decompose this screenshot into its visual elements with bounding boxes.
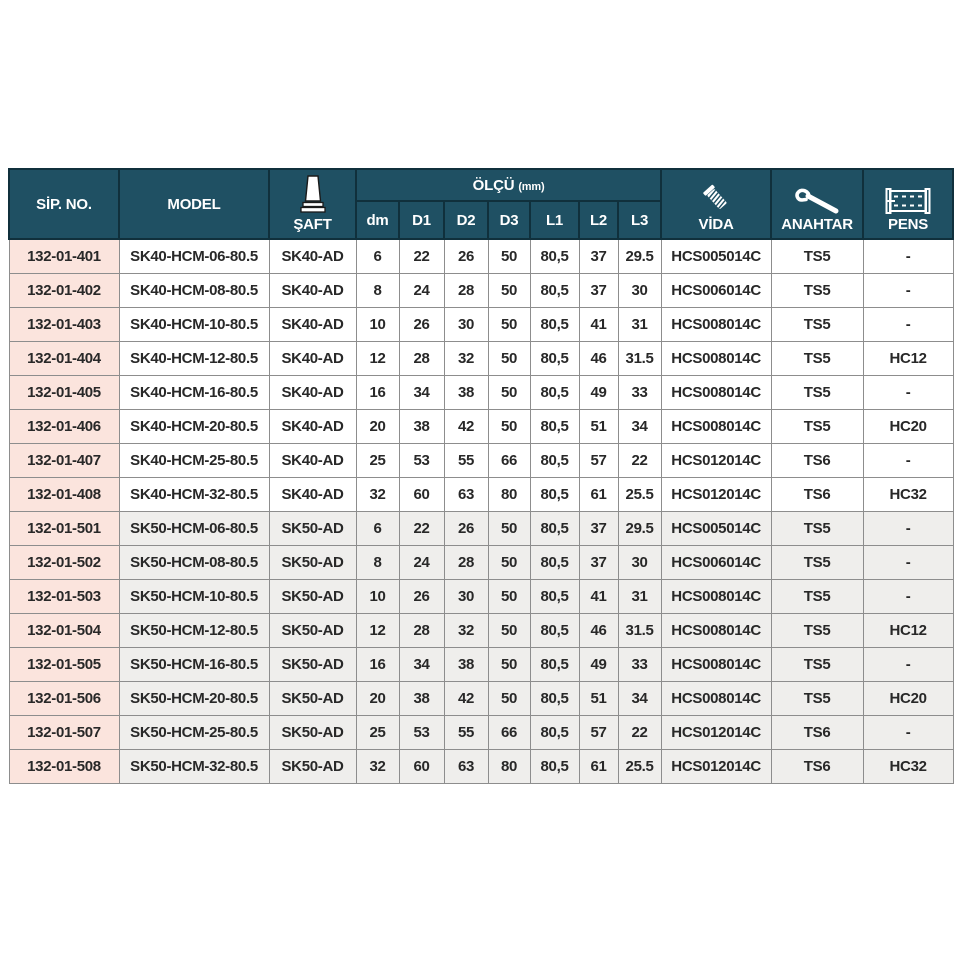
data-cell: TS5 — [771, 682, 863, 716]
data-cell: 30 — [444, 308, 488, 342]
data-cell: 50 — [488, 546, 530, 580]
data-cell: SK50-HCM-20-80.5 — [119, 682, 269, 716]
header-pens-label: PENS — [888, 216, 929, 233]
data-cell: 80,5 — [530, 478, 579, 512]
data-cell: 80,5 — [530, 614, 579, 648]
data-cell: SK40-AD — [269, 308, 356, 342]
data-cell: 49 — [579, 648, 618, 682]
data-cell: SK40-HCM-16-80.5 — [119, 376, 269, 410]
data-cell: 32 — [444, 614, 488, 648]
data-cell: SK50-HCM-32-80.5 — [119, 750, 269, 784]
data-cell: 16 — [356, 376, 399, 410]
data-cell: 33 — [618, 376, 661, 410]
header-anahtar-label: ANAHTAR — [781, 216, 853, 233]
data-cell: TS5 — [771, 239, 863, 274]
header-saft — [269, 169, 356, 239]
data-cell: 80,5 — [530, 648, 579, 682]
data-cell: 80,5 — [530, 580, 579, 614]
data-cell: 57 — [579, 716, 618, 750]
header-vida — [661, 169, 771, 239]
data-cell: SK50-HCM-06-80.5 — [119, 512, 269, 546]
data-cell: 30 — [618, 274, 661, 308]
data-cell: 60 — [399, 478, 444, 512]
table-row — [9, 342, 953, 376]
table-row — [9, 648, 953, 682]
data-cell: 50 — [488, 682, 530, 716]
sip-no-cell: 132-01-507 — [9, 716, 119, 750]
data-cell: 10 — [356, 308, 399, 342]
sip-no-cell: 132-01-504 — [9, 614, 119, 648]
data-cell: 50 — [488, 342, 530, 376]
data-cell: SK50-HCM-10-80.5 — [119, 580, 269, 614]
data-cell: 31.5 — [618, 614, 661, 648]
data-cell: SK50-AD — [269, 682, 356, 716]
data-cell: - — [863, 308, 953, 342]
data-cell: SK40-AD — [269, 239, 356, 274]
data-cell: - — [863, 546, 953, 580]
data-cell: SK40-HCM-08-80.5 — [119, 274, 269, 308]
data-cell: SK40-HCM-06-80.5 — [119, 239, 269, 274]
table-row — [9, 580, 953, 614]
sip-no-cell: 132-01-406 — [9, 410, 119, 444]
sip-no-cell: 132-01-505 — [9, 648, 119, 682]
data-cell: SK40-HCM-20-80.5 — [119, 410, 269, 444]
header-l3: L3 — [618, 201, 661, 239]
data-cell: 29.5 — [618, 239, 661, 274]
data-cell: 30 — [618, 546, 661, 580]
data-cell: 26 — [399, 580, 444, 614]
header-l2: L2 — [579, 201, 618, 239]
data-cell: HC32 — [863, 478, 953, 512]
data-cell: 32 — [356, 750, 399, 784]
data-cell: 50 — [488, 648, 530, 682]
data-cell: 42 — [444, 410, 488, 444]
sip-no-cell: 132-01-503 — [9, 580, 119, 614]
data-cell: 16 — [356, 648, 399, 682]
data-cell: 22 — [399, 512, 444, 546]
data-cell: 51 — [579, 682, 618, 716]
header-vida-label: VİDA — [698, 216, 734, 233]
data-cell: 37 — [579, 546, 618, 580]
data-cell: SK50-HCM-12-80.5 — [119, 614, 269, 648]
data-cell: 6 — [356, 239, 399, 274]
data-cell: TS5 — [771, 648, 863, 682]
data-cell: TS6 — [771, 750, 863, 784]
data-cell: SK40-AD — [269, 478, 356, 512]
sip-no-cell: 132-01-501 — [9, 512, 119, 546]
sip-no-cell: 132-01-502 — [9, 546, 119, 580]
table-row — [9, 410, 953, 444]
data-cell: HCS008014C — [661, 376, 771, 410]
data-cell: 38 — [399, 682, 444, 716]
data-cell: 26 — [399, 308, 444, 342]
data-cell: TS5 — [771, 512, 863, 546]
data-cell: SK40-HCM-12-80.5 — [119, 342, 269, 376]
table-body — [9, 239, 953, 784]
header-sip-no — [9, 169, 119, 239]
hook-wrench-icon — [794, 187, 840, 215]
collet-icon — [883, 187, 933, 215]
data-cell: 80,5 — [530, 682, 579, 716]
data-cell: 34 — [618, 682, 661, 716]
data-cell: HCS012014C — [661, 716, 771, 750]
data-cell: 61 — [579, 478, 618, 512]
sip-no-cell: 132-01-408 — [9, 478, 119, 512]
data-cell: - — [863, 716, 953, 750]
sip-no-cell: 132-01-407 — [9, 444, 119, 478]
data-cell: 25 — [356, 716, 399, 750]
data-cell: HCS008014C — [661, 682, 771, 716]
data-cell: - — [863, 580, 953, 614]
data-cell: HC12 — [863, 342, 953, 376]
data-cell: 80 — [488, 478, 530, 512]
data-cell: 50 — [488, 512, 530, 546]
data-cell: HC20 — [863, 410, 953, 444]
data-cell: 80,5 — [530, 308, 579, 342]
data-cell: SK40-HCM-25-80.5 — [119, 444, 269, 478]
data-cell: 61 — [579, 750, 618, 784]
data-cell: HCS005014C — [661, 239, 771, 274]
header-saft-label: ŞAFT — [293, 216, 332, 233]
data-cell: 37 — [579, 239, 618, 274]
table-row — [9, 444, 953, 478]
data-cell: - — [863, 512, 953, 546]
data-cell: 80,5 — [530, 239, 579, 274]
header-model — [119, 169, 269, 239]
data-cell: TS6 — [771, 478, 863, 512]
data-cell: SK50-HCM-25-80.5 — [119, 716, 269, 750]
sip-no-cell: 132-01-403 — [9, 308, 119, 342]
screw-icon — [699, 181, 733, 215]
header-olcu-unit: (mm) — [518, 180, 545, 193]
data-cell: SK40-AD — [269, 376, 356, 410]
header-d1: D1 — [399, 201, 444, 239]
data-cell: 80,5 — [530, 512, 579, 546]
header-olcu-label: ÖLÇÜ — [472, 176, 515, 194]
data-cell: SK50-HCM-16-80.5 — [119, 648, 269, 682]
data-cell: 28 — [444, 546, 488, 580]
header-pens — [863, 169, 953, 239]
data-cell: 31.5 — [618, 342, 661, 376]
data-cell: 6 — [356, 512, 399, 546]
data-cell: SK50-AD — [269, 580, 356, 614]
data-cell: 8 — [356, 274, 399, 308]
data-cell: 20 — [356, 410, 399, 444]
data-cell: 26 — [444, 512, 488, 546]
data-cell: HCS012014C — [661, 478, 771, 512]
data-cell: 80,5 — [530, 274, 579, 308]
data-cell: 22 — [399, 239, 444, 274]
data-cell: 33 — [618, 648, 661, 682]
data-cell: SK40-AD — [269, 444, 356, 478]
data-cell: HCS006014C — [661, 274, 771, 308]
data-cell: 25.5 — [618, 478, 661, 512]
data-cell: SK40-HCM-10-80.5 — [119, 308, 269, 342]
header-model-label: MODEL — [167, 195, 221, 213]
table-row — [9, 546, 953, 580]
data-cell: HCS008014C — [661, 410, 771, 444]
header-dm: dm — [356, 201, 399, 239]
product-spec-table — [8, 168, 954, 784]
data-cell: - — [863, 274, 953, 308]
data-cell: 46 — [579, 614, 618, 648]
table-row — [9, 750, 953, 784]
data-cell: HCS012014C — [661, 444, 771, 478]
data-cell: HC32 — [863, 750, 953, 784]
sip-no-cell: 132-01-506 — [9, 682, 119, 716]
data-cell: TS6 — [771, 444, 863, 478]
data-cell: 29.5 — [618, 512, 661, 546]
sip-no-cell: 132-01-402 — [9, 274, 119, 308]
data-cell: 20 — [356, 682, 399, 716]
data-cell: 38 — [444, 648, 488, 682]
data-cell: 12 — [356, 614, 399, 648]
data-cell: 80,5 — [530, 376, 579, 410]
data-cell: 50 — [488, 410, 530, 444]
data-cell: HCS008014C — [661, 580, 771, 614]
header-olcu-group — [356, 169, 661, 201]
data-cell: SK50-AD — [269, 648, 356, 682]
data-cell: SK40-AD — [269, 410, 356, 444]
sip-no-cell: 132-01-508 — [9, 750, 119, 784]
data-cell: 80 — [488, 750, 530, 784]
data-cell: 50 — [488, 239, 530, 274]
data-cell: 57 — [579, 444, 618, 478]
data-cell: 38 — [399, 410, 444, 444]
data-cell: - — [863, 376, 953, 410]
sip-no-cell: 132-01-404 — [9, 342, 119, 376]
data-cell: 32 — [356, 478, 399, 512]
data-cell: 41 — [579, 308, 618, 342]
data-cell: HC12 — [863, 614, 953, 648]
data-cell: TS5 — [771, 274, 863, 308]
data-cell: 24 — [399, 546, 444, 580]
data-cell: TS5 — [771, 308, 863, 342]
data-cell: 34 — [618, 410, 661, 444]
table-row — [9, 716, 953, 750]
data-cell: 25 — [356, 444, 399, 478]
data-cell: 37 — [579, 512, 618, 546]
data-cell: 80,5 — [530, 444, 579, 478]
data-cell: TS5 — [771, 376, 863, 410]
data-cell: TS5 — [771, 410, 863, 444]
data-cell: 80,5 — [530, 546, 579, 580]
data-cell: 22 — [618, 716, 661, 750]
sip-no-cell: 132-01-401 — [9, 239, 119, 274]
header-l1: L1 — [530, 201, 579, 239]
table-header — [9, 169, 953, 239]
data-cell: SK50-AD — [269, 716, 356, 750]
data-cell: 26 — [444, 239, 488, 274]
data-cell: 63 — [444, 478, 488, 512]
data-cell: 80,5 — [530, 750, 579, 784]
product-spec-table-wrap — [8, 168, 952, 784]
data-cell: 28 — [399, 614, 444, 648]
data-cell: 32 — [444, 342, 488, 376]
data-cell: 63 — [444, 750, 488, 784]
data-cell: HCS008014C — [661, 648, 771, 682]
data-cell: - — [863, 648, 953, 682]
data-cell: 66 — [488, 444, 530, 478]
data-cell: 50 — [488, 580, 530, 614]
header-sip-no-label: SİP. NO. — [36, 195, 92, 213]
data-cell: 46 — [579, 342, 618, 376]
data-cell: TS5 — [771, 580, 863, 614]
data-cell: 34 — [399, 648, 444, 682]
data-cell: HCS006014C — [661, 546, 771, 580]
data-cell: 37 — [579, 274, 618, 308]
header-anahtar — [771, 169, 863, 239]
data-cell: 42 — [444, 682, 488, 716]
table-row — [9, 682, 953, 716]
data-cell: HCS008014C — [661, 342, 771, 376]
data-cell: - — [863, 239, 953, 274]
data-cell: - — [863, 444, 953, 478]
header-d3: D3 — [488, 201, 530, 239]
data-cell: SK40-AD — [269, 274, 356, 308]
data-cell: SK50-HCM-08-80.5 — [119, 546, 269, 580]
data-cell: 50 — [488, 308, 530, 342]
table-row — [9, 478, 953, 512]
data-cell: 24 — [399, 274, 444, 308]
data-cell: HCS008014C — [661, 614, 771, 648]
table-row — [9, 614, 953, 648]
data-cell: 38 — [444, 376, 488, 410]
data-cell: 12 — [356, 342, 399, 376]
data-cell: 80,5 — [530, 716, 579, 750]
data-cell: 50 — [488, 376, 530, 410]
sip-no-cell: 132-01-405 — [9, 376, 119, 410]
data-cell: 49 — [579, 376, 618, 410]
table-row — [9, 376, 953, 410]
data-cell: 34 — [399, 376, 444, 410]
data-cell: 55 — [444, 444, 488, 478]
data-cell: 28 — [399, 342, 444, 376]
data-cell: SK50-AD — [269, 750, 356, 784]
data-cell: TS5 — [771, 546, 863, 580]
data-cell: SK50-AD — [269, 512, 356, 546]
data-cell: 31 — [618, 580, 661, 614]
table-row — [9, 239, 953, 274]
table-row — [9, 274, 953, 308]
data-cell: SK40-HCM-32-80.5 — [119, 478, 269, 512]
data-cell: TS5 — [771, 614, 863, 648]
header-d2: D2 — [444, 201, 488, 239]
data-cell: 8 — [356, 546, 399, 580]
data-cell: 60 — [399, 750, 444, 784]
table-row — [9, 308, 953, 342]
data-cell: 50 — [488, 274, 530, 308]
data-cell: 41 — [579, 580, 618, 614]
data-cell: 10 — [356, 580, 399, 614]
data-cell: SK50-AD — [269, 546, 356, 580]
data-cell: 51 — [579, 410, 618, 444]
data-cell: 50 — [488, 614, 530, 648]
data-cell: HCS012014C — [661, 750, 771, 784]
data-cell: HC20 — [863, 682, 953, 716]
data-cell: 25.5 — [618, 750, 661, 784]
tool-holder-taper-icon — [297, 175, 329, 215]
data-cell: 30 — [444, 580, 488, 614]
data-cell: HCS005014C — [661, 512, 771, 546]
table-row — [9, 512, 953, 546]
data-cell: 53 — [399, 716, 444, 750]
data-cell: TS6 — [771, 716, 863, 750]
data-cell: 66 — [488, 716, 530, 750]
data-cell: SK50-AD — [269, 614, 356, 648]
data-cell: 53 — [399, 444, 444, 478]
data-cell: 80,5 — [530, 342, 579, 376]
data-cell: 22 — [618, 444, 661, 478]
data-cell: SK40-AD — [269, 342, 356, 376]
data-cell: 31 — [618, 308, 661, 342]
data-cell: 80,5 — [530, 410, 579, 444]
data-cell: TS5 — [771, 342, 863, 376]
data-cell: 55 — [444, 716, 488, 750]
data-cell: HCS008014C — [661, 308, 771, 342]
data-cell: 28 — [444, 274, 488, 308]
